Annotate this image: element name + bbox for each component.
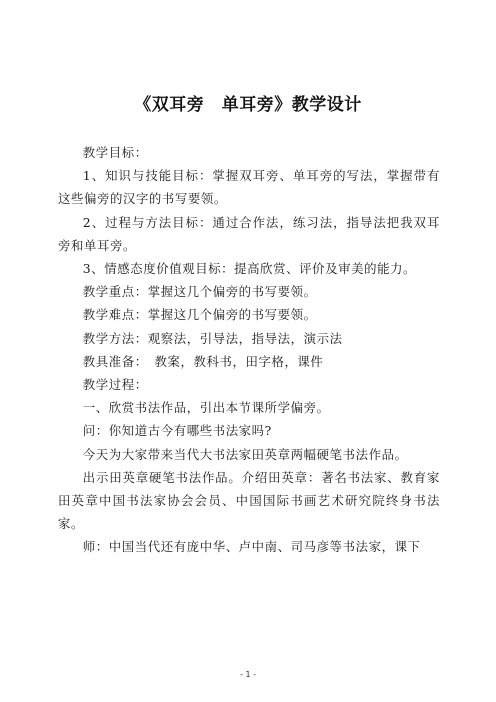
document-body xyxy=(58,141,440,559)
paragraph-process-heading: 教学过程： xyxy=(82,377,148,393)
document-title: 《双耳旁 单耳旁》教学设计 xyxy=(134,95,362,115)
paragraph-difficulty: 教学难点：掌握这几个偏旁的书写要领。 xyxy=(82,307,317,323)
paragraph-materials: 教具准备： 教案，教科书，田字格，课件 xyxy=(82,353,324,369)
page-number: - 1 - xyxy=(240,670,256,679)
paragraph-intro-works: 今天为大家带来当代大书法家田英章两幅硬笔书法作品。 xyxy=(82,446,408,462)
paragraph-objective-2: 2、过程与方法目标：通过合作法，练习法，指导法把我双耳旁和单耳旁。 xyxy=(58,214,440,253)
paragraph-objectives-heading: 教学目标： xyxy=(82,145,148,160)
paragraph-objective-3: 3、情感态度价值观目标：提高欣赏、评价及审美的能力。 xyxy=(82,261,417,277)
paragraph-tian-yingzhang: 出示田英章硬笔书法作品。介绍田英章：著名书法家、教育家田英章中国书法家协会会员、中国国际书画艺术研究院终身书法家。 xyxy=(58,469,440,532)
paragraph-methods: 教学方法：观察法，引导法，指导法，演示法 xyxy=(82,330,343,346)
paragraph-teacher: 师：中国当代还有庞中华、卢中南、司马彦等书法家，课下 xyxy=(82,539,421,555)
paragraph-objective-1: 1、知识与技能目标：掌握双耳旁、单耳旁的写法，掌握带有这些偏旁的汉字的书写要领。 xyxy=(58,168,440,207)
paragraph-question: 问：你知道古今有哪些书法家吗? xyxy=(82,423,272,439)
paragraph-step-1: 一、欣赏书法作品，引出本节课所学偏旁。 xyxy=(82,400,330,416)
paragraph-key-point: 教学重点：掌握这几个偏旁的书写要领。 xyxy=(82,284,317,300)
